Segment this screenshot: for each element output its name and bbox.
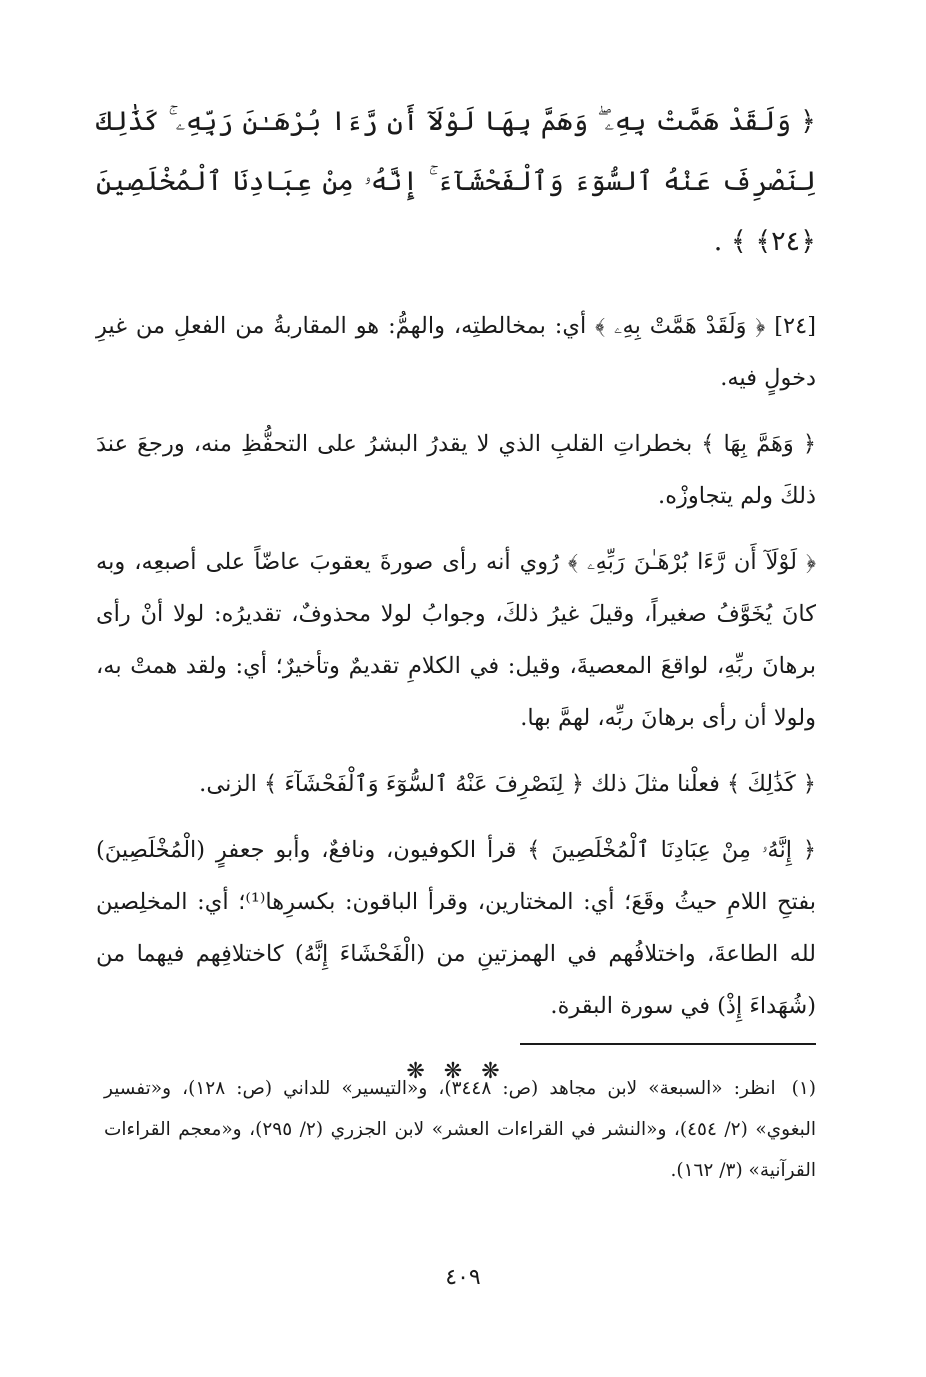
page-body [96,92,816,1090]
page-number: ٤٠٩ [445,1265,481,1290]
footnote-number: (١) [791,1078,816,1099]
commentary-paragraph-4: ﴿ كَذَٰلِكَ ﴾ فعلْنا مثلَ ذلك ﴿ لِنَصْرِفَ عَنْهُ ٱلسُّوٓءَ وَٱلْفَحْشَآءَ ﴾ الزنى. [199,771,816,797]
footnote-text: انظر: «السبعة» لابن مجاهد (ص: ٣٤٤٨)، و«التيسير» للداني (ص: ١٢٨)، و«تفسير البغوي» (٢/ ٤٥٤)، و«النشر في القراءات العشر» لابن الجزري (٢/ ٢٩٥)، و«معجم القراءات القرآنية» (٣/ ١٦٢). [104,1078,816,1181]
commentary-paragraph-1: [٢٤] ﴿ وَلَقَدْ هَمَّتْ بِهِۦ ﴾ أي: بمخالطتِه، والهمُّ: هو المقاربةُ من الفعلِ من غيرِ دخولٍ فيه. [96,313,816,391]
quran-verse: ﴿ وَلَقَدْ هَمَّتْ بِهِۦ ۖ وَهَمَّ بِهَا لَوْلَآ أَن رَّءَا بُرْهَـٰنَ رَبِّهِۦ ۚ كَذَٰلِكَ لِنَصْرِفَ عَنْهُ ٱلسُّوٓءَ وَٱلْفَحْشَآءَ ۚ إِنَّهُۥ مِنْ عِبَادِنَا ٱلْمُخْلَصِينَ ﴿٢٤﴾ ﴾ . [96,106,816,257]
footnote-item [104,1068,816,1191]
commentary-paragraph-2: ﴿ وَهَمَّ بِهَا ﴾ بخطراتِ القلبِ الذي لا يقدرُ البشرُ على التحفُّظِ منه، ورجعَ عندَ ذلكَ ولم يتجاوزْه. [96,431,816,509]
commentary-paragraph-5: ﴿ إِنَّهُۥ مِنْ عِبَادِنَا ٱلْمُخْلَصِينَ ﴾ قرأ الكوفيون، ونافعٌ، وأبو جعفرٍ (الْمُخْلَصِينَ) بفتحِ اللامِ حيثُ وقَعَ؛ أي: المختارين، وقرأ الباقون: بكسرِها⁽¹⁾؛ أي: المخلِصين لله الطاعةَ، واختلافُهم في الهمزتينِ من (الْفَحْشَاءَ إِنَّهُ) كاختلافِهم فيهما من (شُهَداءَ إِذْ) في سورة البقرة. [96,837,817,1019]
footnotes [104,1068,816,1191]
commentary-paragraph-3: ﴿ لَوْلَآ أَن رَّءَا بُرْهَـٰنَ رَبِّهِۦ ﴾ رُوي أنه رأى صورةَ يعقوبَ عاضّاً على أصبعِه، وبه كانَ يُخَوَّفُ صغيراً، وقيلَ غيرُ ذلكَ، وجوابُ لولا محذوفٌ، تقديرُه: لولا أنْ رأى برهانَ ربِّهِ، لواقعَ المعصيةَ، وقيل: في الكلامِ تقديمٌ وتأخيرٌ؛ أي: ولقد همتْ به، ولولا أن رأى برهانَ ربِّه، لهمَّ بها. [96,549,816,731]
section-separator: ❋ ❋ ❋ [406,1059,506,1084]
footnote-divider [520,1043,816,1045]
